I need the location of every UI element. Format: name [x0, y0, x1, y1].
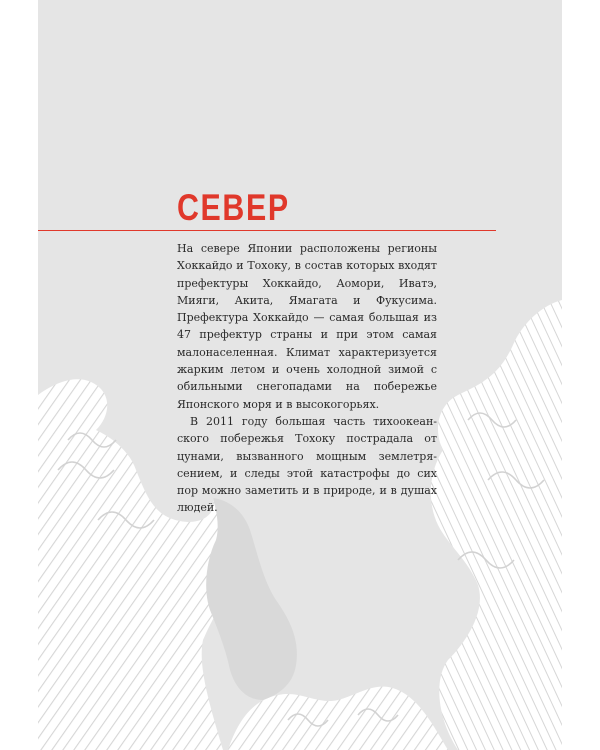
book-page	[38, 0, 562, 750]
wave-right	[431, 300, 562, 750]
land-peninsula	[206, 498, 297, 700]
paragraph: На севере Японии расположены регионы Хоккайдо и Тохоку, в состав которых входят префектуры Хоккайдо, Аомори, Иватэ, Мияги, Акита, Ямагата и Фукусима. Префектура Хоккайдо — самая большая из 47 префектур страны и при этом самая малонаселенная. Климат характеризуется жарким летом и очень холодной зимой с обильными снегопадами на побережье Японского моря и в высокогорьях.	[177, 242, 437, 411]
heading-divider	[38, 230, 496, 231]
body-text	[177, 240, 437, 517]
paragraph: В 2011 году большая часть тихоокеанского побережья Тохоку пострадала от цунами, вызванного мощным землетрясением, и следы этой катастрофы до сих пор можно заметить и в природе, и в душах людей.	[177, 414, 437, 515]
section-heading: СЕВЕР	[177, 187, 290, 228]
